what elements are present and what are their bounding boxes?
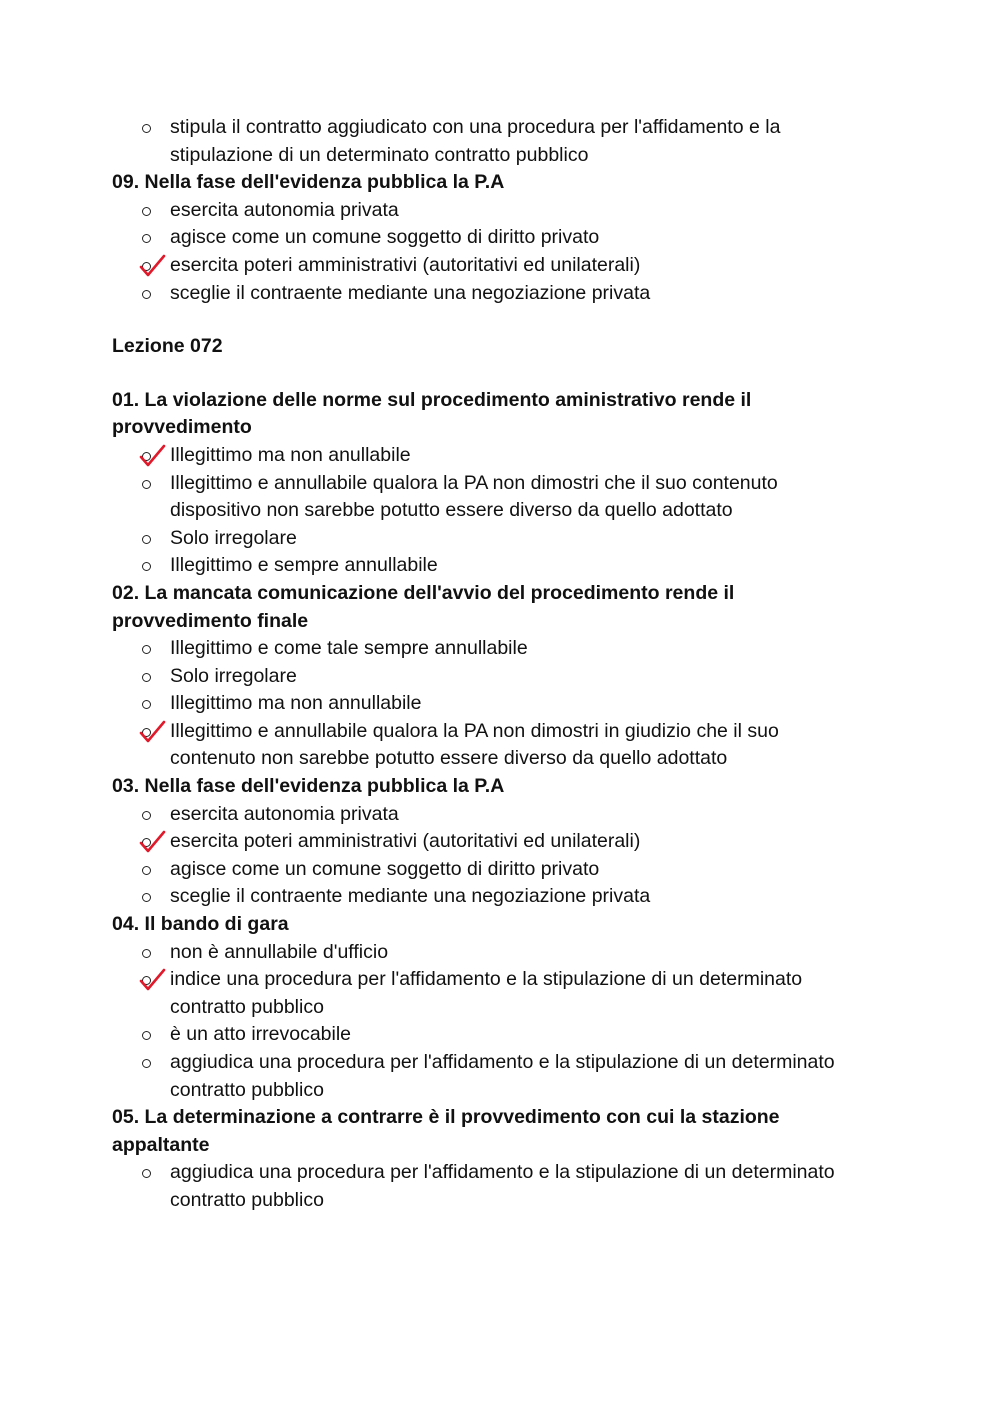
answer-text: esercita autonomia privata [170,802,399,825]
answer-text: Solo irregolare [170,526,297,549]
answer-option [112,552,912,580]
answer-text: è un atto irrevocabile [170,1023,352,1046]
answer-list [112,939,912,1105]
answer-text-continued: contenuto non sarebbe potutto essere diverso da quello adottato [170,747,728,770]
answer-option [112,1021,912,1049]
answer-text: esercita poteri amministrativi (autoritativi ed unilaterali) [170,830,641,853]
question-title: 03. Nella fase dell'evidenza pubblica la P.A [112,775,505,798]
circle-bullet-icon [142,207,151,216]
answer-list [112,114,912,169]
question-title: 09. Nella fase dell'evidenza pubblica la P.A [112,171,505,194]
circle-bullet-icon [142,893,151,902]
answer-text: stipula il contratto aggiudicato con una procedura per l'affidamento e la [170,116,781,138]
answer-list [112,442,912,580]
answer-text: Illegittimo e sempre annullabile [170,554,438,577]
circle-bullet-icon [142,1169,151,1178]
answer-text: Illegittimo e come tale sempre annullabile [170,637,528,660]
answer-option [112,718,912,773]
answer-option [112,828,912,856]
answer-option [112,197,912,225]
answer-text: sceglie il contraente mediante una negoziazione privata [170,281,651,304]
answer-option [112,525,912,553]
circle-bullet-icon [142,866,151,875]
question-block [112,1104,912,1214]
answer-option [112,939,912,967]
answer-text: Illegittimo ma non annullabile [170,692,422,715]
answer-list [112,635,912,773]
question-block [112,773,912,911]
circle-bullet-icon [142,234,151,243]
answer-text: sceglie il contraente mediante una negoziazione privata [170,885,651,908]
answer-option [112,635,912,663]
answer-text: esercita poteri amministrativi (autoritativi ed unilaterali) [170,253,641,276]
red-checkmark-icon [138,442,168,470]
answer-option [112,856,912,884]
circle-bullet-icon [142,124,151,133]
answer-text: Solo irregolare [170,664,297,687]
answer-text: agisce come un comune soggetto di diritto privato [170,857,600,880]
red-checkmark-icon [138,252,168,280]
circle-bullet-icon [142,535,151,544]
answer-option [112,114,912,169]
question-block [112,911,912,1104]
question-title: 04. Il bando di gara [112,913,289,936]
circle-bullet-icon [142,700,151,709]
answer-option [112,663,912,691]
circle-bullet-icon [142,562,151,571]
answer-text-continued: dispositivo non sarebbe potutto essere diverso da quello adottato [170,499,733,522]
red-checkmark-icon [138,828,168,856]
circle-bullet-icon [142,480,151,489]
answer-text-continued: contratto pubblico [170,1188,324,1211]
red-checkmark-icon [138,718,168,746]
question-title-continued: appaltante [112,1133,210,1156]
document-page [112,114,912,1215]
answer-option [112,883,912,911]
question-title-continued: provvedimento finale [112,609,309,632]
answer-text: non è annullabile d'ufficio [170,940,389,963]
answer-text-continued: stipulazione di un determinato contratto pubblico [170,143,589,166]
answer-option [112,470,912,525]
answer-text: Illegittimo ma non anullabile [170,443,411,466]
answer-option [112,280,912,308]
answer-option [112,1049,912,1104]
circle-bullet-icon [142,949,151,958]
answer-option [112,690,912,718]
answer-text: agisce come un comune soggetto di diritto privato [170,226,600,249]
circle-bullet-icon [142,1031,151,1040]
answer-text: aggiudica una procedura per l'affidamento e la stipulazione di un determinato [170,1161,835,1184]
answer-list [112,1159,912,1214]
answer-option [112,442,912,470]
circle-bullet-icon [142,645,151,654]
question-title: 01. La violazione delle norme sul procedimento aministrativo rende il [112,388,752,411]
question-block [112,387,912,580]
answer-option [112,252,912,280]
answer-list [112,197,912,307]
answer-text-continued: contratto pubblico [170,995,324,1018]
question-block [112,114,912,169]
answer-text: indice una procedura per l'affidamento e la stipulazione di un determinato [170,968,803,991]
answer-option [112,224,912,252]
circle-bullet-icon [142,1059,151,1068]
circle-bullet-icon [142,290,151,299]
question-title: 02. La mancata comunicazione dell'avvio del procedimento rende il [112,581,735,604]
question-title-continued: provvedimento [112,416,252,439]
answer-text-continued: contratto pubblico [170,1078,324,1101]
question-block [112,169,912,307]
answer-option [112,966,912,1021]
lesson-heading: Lezione 072 [112,335,223,358]
question-block [112,580,912,773]
answer-option [112,801,912,829]
circle-bullet-icon [142,673,151,682]
answer-text: Illegittimo e annullabile qualora la PA non dimostri che il suo contenuto [170,471,778,494]
answer-text: Illegittimo e annullabile qualora la PA non dimostri in giudizio che il suo [170,719,779,742]
answer-list [112,801,912,911]
answer-text: esercita autonomia privata [170,198,399,221]
answer-option [112,1159,912,1214]
question-title: 05. La determinazione a contrarre è il provvedimento con cui la stazione [112,1106,780,1129]
circle-bullet-icon [142,811,151,820]
answer-text: aggiudica una procedura per l'affidamento e la stipulazione di un determinato [170,1051,835,1073]
red-checkmark-icon [138,966,168,994]
